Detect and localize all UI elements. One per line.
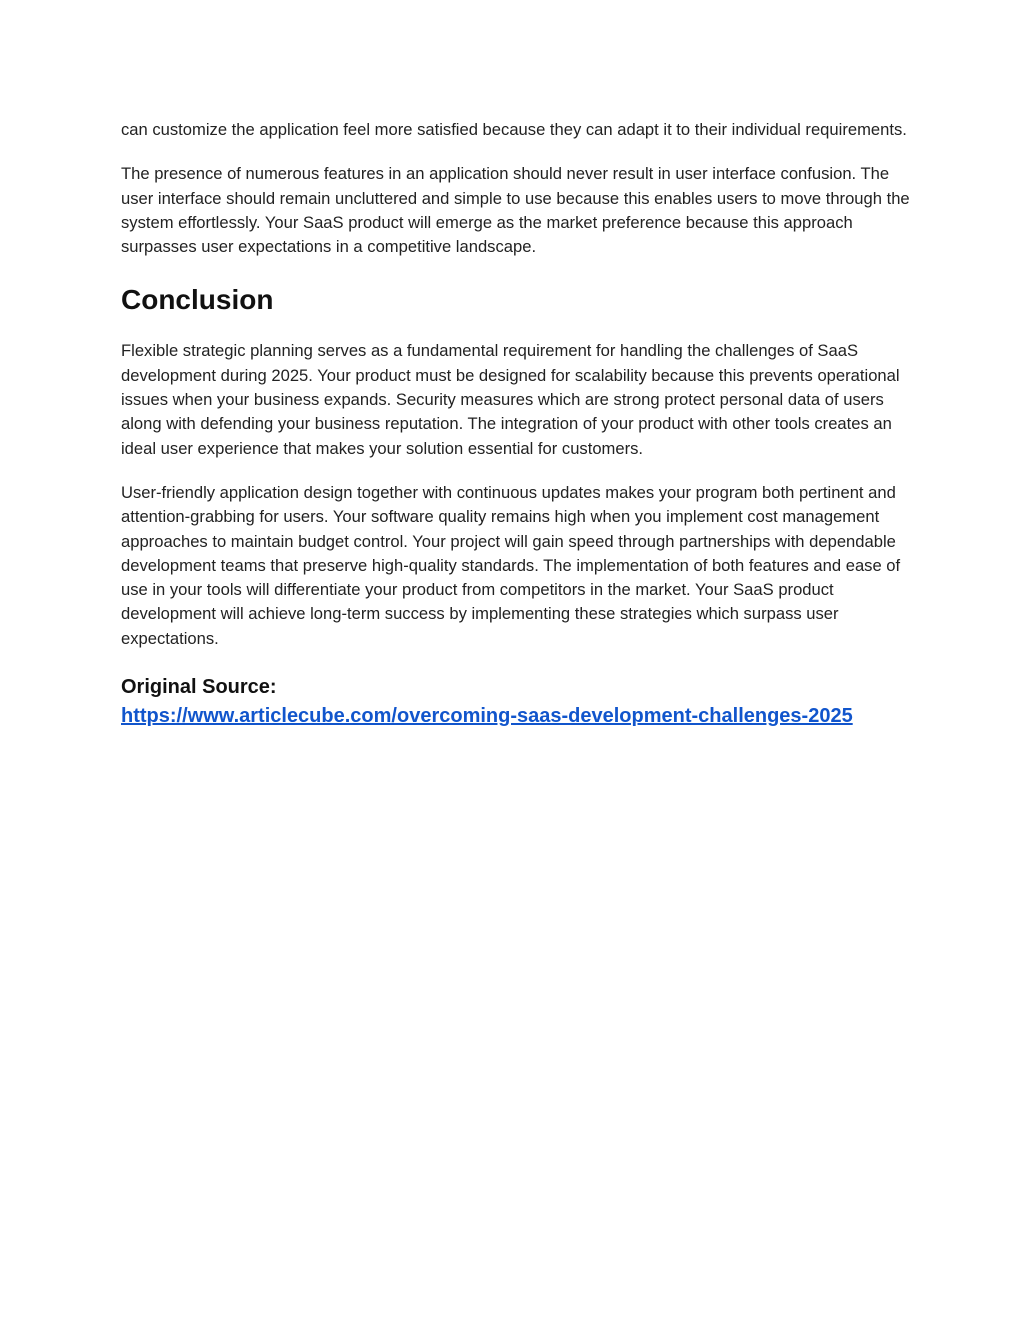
intro-paragraph-2: The presence of numerous features in an application should never result in user interface confusion. The user interface should remain uncluttered and simple to use because this enables users to move through the system effortlessly. Your SaaS product will emerge as the market preference because this approach surpasses user expectations in a competitive landscape.: [121, 164, 910, 257]
conclusion-heading: Conclusion: [121, 284, 274, 316]
document-page: [121, 118, 911, 730]
source-label: Original Source:: [121, 676, 277, 699]
conclusion-paragraph-2: User-friendly application design together with continuous updates makes your program both pertinent and attention-grabbing for users. Your software quality remains high when you implement cost management approaches to maintain budget control. Your project will gain speed through partnerships with dependable development teams that preserve high-quality standards. The implementation of both features and ease of use in your tools will differentiate your product from competitors in the market. Your SaaS product development will achieve long-term success by implementing these strategies which surpass user expectations.: [121, 482, 901, 648]
source-link[interactable]: https://www.articlecube.com/overcoming-saas-development-challenges-2025: [121, 704, 853, 727]
conclusion-paragraph-1: Flexible strategic planning serves as a fundamental requirement for handling the challenges of SaaS development during 2025. Your product must be designed for scalability because this prevents operational issues when your business expands. Security measures which are strong protect personal data of users along with defending your business reputation. The integration of your product with other tools creates an ideal user experience that makes your solution essential for customers.: [121, 341, 900, 458]
intro-paragraph-1: can customize the application feel more satisfied because they can adapt it to their individual requirements.: [121, 120, 907, 139]
original-source-block: [121, 673, 911, 730]
